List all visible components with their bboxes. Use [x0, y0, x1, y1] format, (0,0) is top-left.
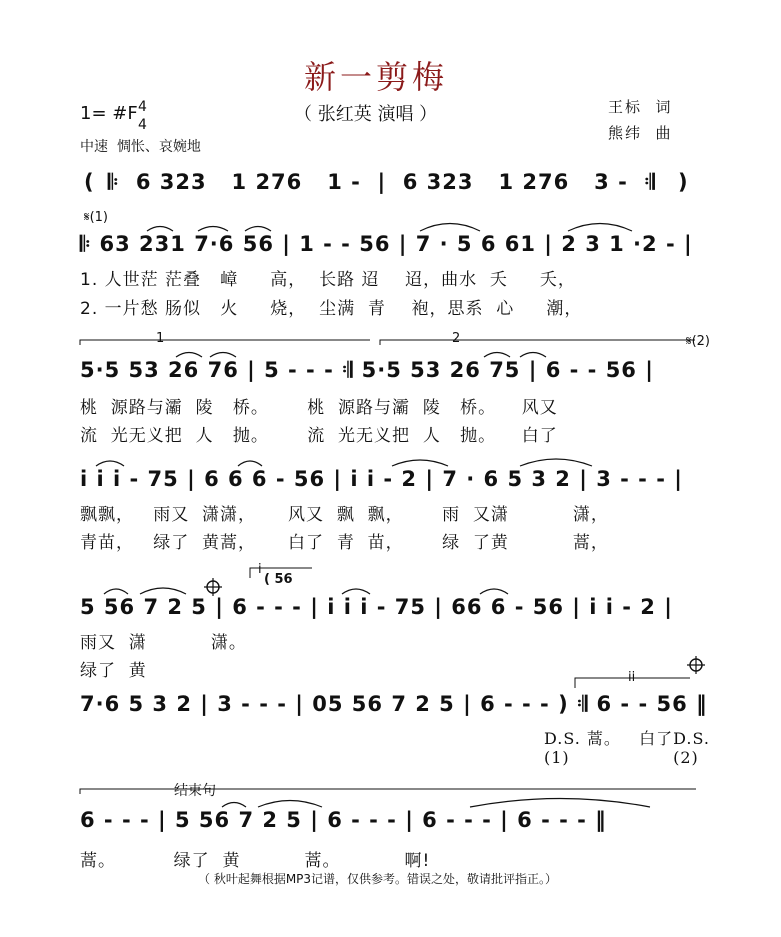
composer-credit: 熊纬 曲: [608, 124, 673, 142]
line1-lyric-verse2: 2. 一片愁 肠似 火 烧， 尘满 青 袍，思系 心 潮，: [80, 299, 583, 319]
line4-notes: 5 56 7 2 5 | 6 - - - | i i i - 75 | 66 6 - 56 | i i - 2 |: [80, 595, 673, 619]
line2-notes: 5·5 53 26 76 | 5 - - - 𝄇 5·5 53 26 75 | 6 - - 56 |: [80, 358, 654, 382]
volta-2-label: 2: [452, 331, 461, 346]
singer-line: （ 张红英 演唱 ）: [294, 104, 438, 125]
slur: [342, 589, 370, 594]
slur: [245, 227, 271, 232]
slur: [470, 799, 650, 808]
tempo-marking: 中速 惆怅、哀婉地: [80, 139, 201, 155]
slur: [238, 461, 262, 466]
slur: [140, 588, 186, 594]
volta-ii-label: ii: [628, 670, 636, 685]
line3-lyric-verse2: 青苗， 绿了 黄蒿， 白了 青 苗， 绿 了黄 蒿，: [80, 533, 609, 553]
ds-instruction-line: D.S. 蒿。 白了D.S.: [544, 729, 710, 748]
slur: [222, 803, 246, 808]
ending-bracket: [80, 789, 696, 794]
slur: [258, 801, 322, 808]
slur: [484, 353, 510, 358]
slur: [147, 227, 173, 232]
line2-lyric-verse1: 桃 源路与灞 陵 桥。 桃 源路与灞 陵 桥。 风又: [80, 398, 558, 418]
intro-close-paren: ): [678, 170, 689, 194]
slur: [520, 459, 592, 466]
coda-volta-label: i: [258, 562, 262, 577]
line3-lyric-verse1: 飘飘， 雨又 潇潇， 风又 飘 飘， 雨 又潇 潇，: [80, 505, 609, 525]
line4-lyric-verse2: 绿了 黄: [80, 661, 147, 681]
volta-ii-bracket: [575, 678, 690, 688]
time-signature-bottom: 4: [138, 117, 147, 133]
line4-lyric-verse1: 雨又 潇 潇。: [80, 633, 247, 653]
volta-2-bracket: [380, 340, 695, 345]
slur: [520, 353, 546, 358]
slur: [480, 589, 508, 594]
line5-notes: 7·6 5 3 2 | 3 - - - | 05 56 7 2 5 | 6 - - - ) 𝄇 6 - - 56 ‖: [80, 692, 708, 716]
line2-lyric-verse2: 流 光无义把 人 抛。 流 光无义把 人 抛。 白了: [80, 426, 558, 446]
coda-symbol-2: [687, 656, 705, 674]
song-title: 新一剪梅: [304, 58, 449, 96]
transcription-note: （ 秋叶起舞根据MP3记谱，仅供参考。错误之处，敬请批评指正。）: [198, 872, 558, 886]
ending-label: 结束句: [174, 783, 216, 799]
ds-reference-line: (1) (2): [544, 748, 699, 767]
intro-open-paren: (: [84, 170, 95, 194]
slur: [198, 227, 228, 232]
slur: [96, 461, 124, 466]
coda-symbol-1: [204, 578, 222, 596]
line1-notes: 𝄆 63 231 7·6 56 | 1 - - 56 | 7 · 5 6 61 | 2 3 1 ·2 - |: [80, 232, 693, 256]
slur: [568, 224, 632, 232]
intro-notes: 𝄆 6 323 1 276 1 - | 6 323 1 276 3 - 𝄇: [108, 170, 656, 194]
coda-volta-note: ( 56: [264, 572, 293, 587]
time-signature-top: 4: [138, 99, 147, 115]
segno-1: 𝄋(1): [84, 210, 109, 225]
slur: [104, 589, 128, 594]
line3-notes: i i i - 75 | 6 6 6 - 56 | i i - 2 | 7 · 6 5 3 2 | 3 - - - |: [80, 467, 683, 491]
line6-notes: 6 - - - | 5 56 7 2 5 | 6 - - - | 6 - - - | 6 - - - ‖: [80, 808, 607, 832]
slur: [176, 353, 202, 358]
slur: [210, 353, 236, 358]
volta-1-bracket: [80, 340, 370, 345]
slur: [392, 460, 448, 466]
key-signature: 1= #F: [80, 103, 138, 124]
lyricist-credit: 王标 词: [608, 98, 673, 116]
line1-lyric-verse1: 1. 人世茫 茫叠 嶂 高， 长路 迢 迢，曲水 夭 夭，: [80, 270, 576, 290]
line6-lyric: 蒿。 绿了 黄 蒿。 啊!: [80, 851, 431, 871]
slur: [420, 224, 480, 232]
coda-volta-bracket: [250, 568, 312, 578]
segno-2: 𝄋(2): [686, 334, 711, 349]
volta-1-label: 1: [156, 331, 165, 346]
